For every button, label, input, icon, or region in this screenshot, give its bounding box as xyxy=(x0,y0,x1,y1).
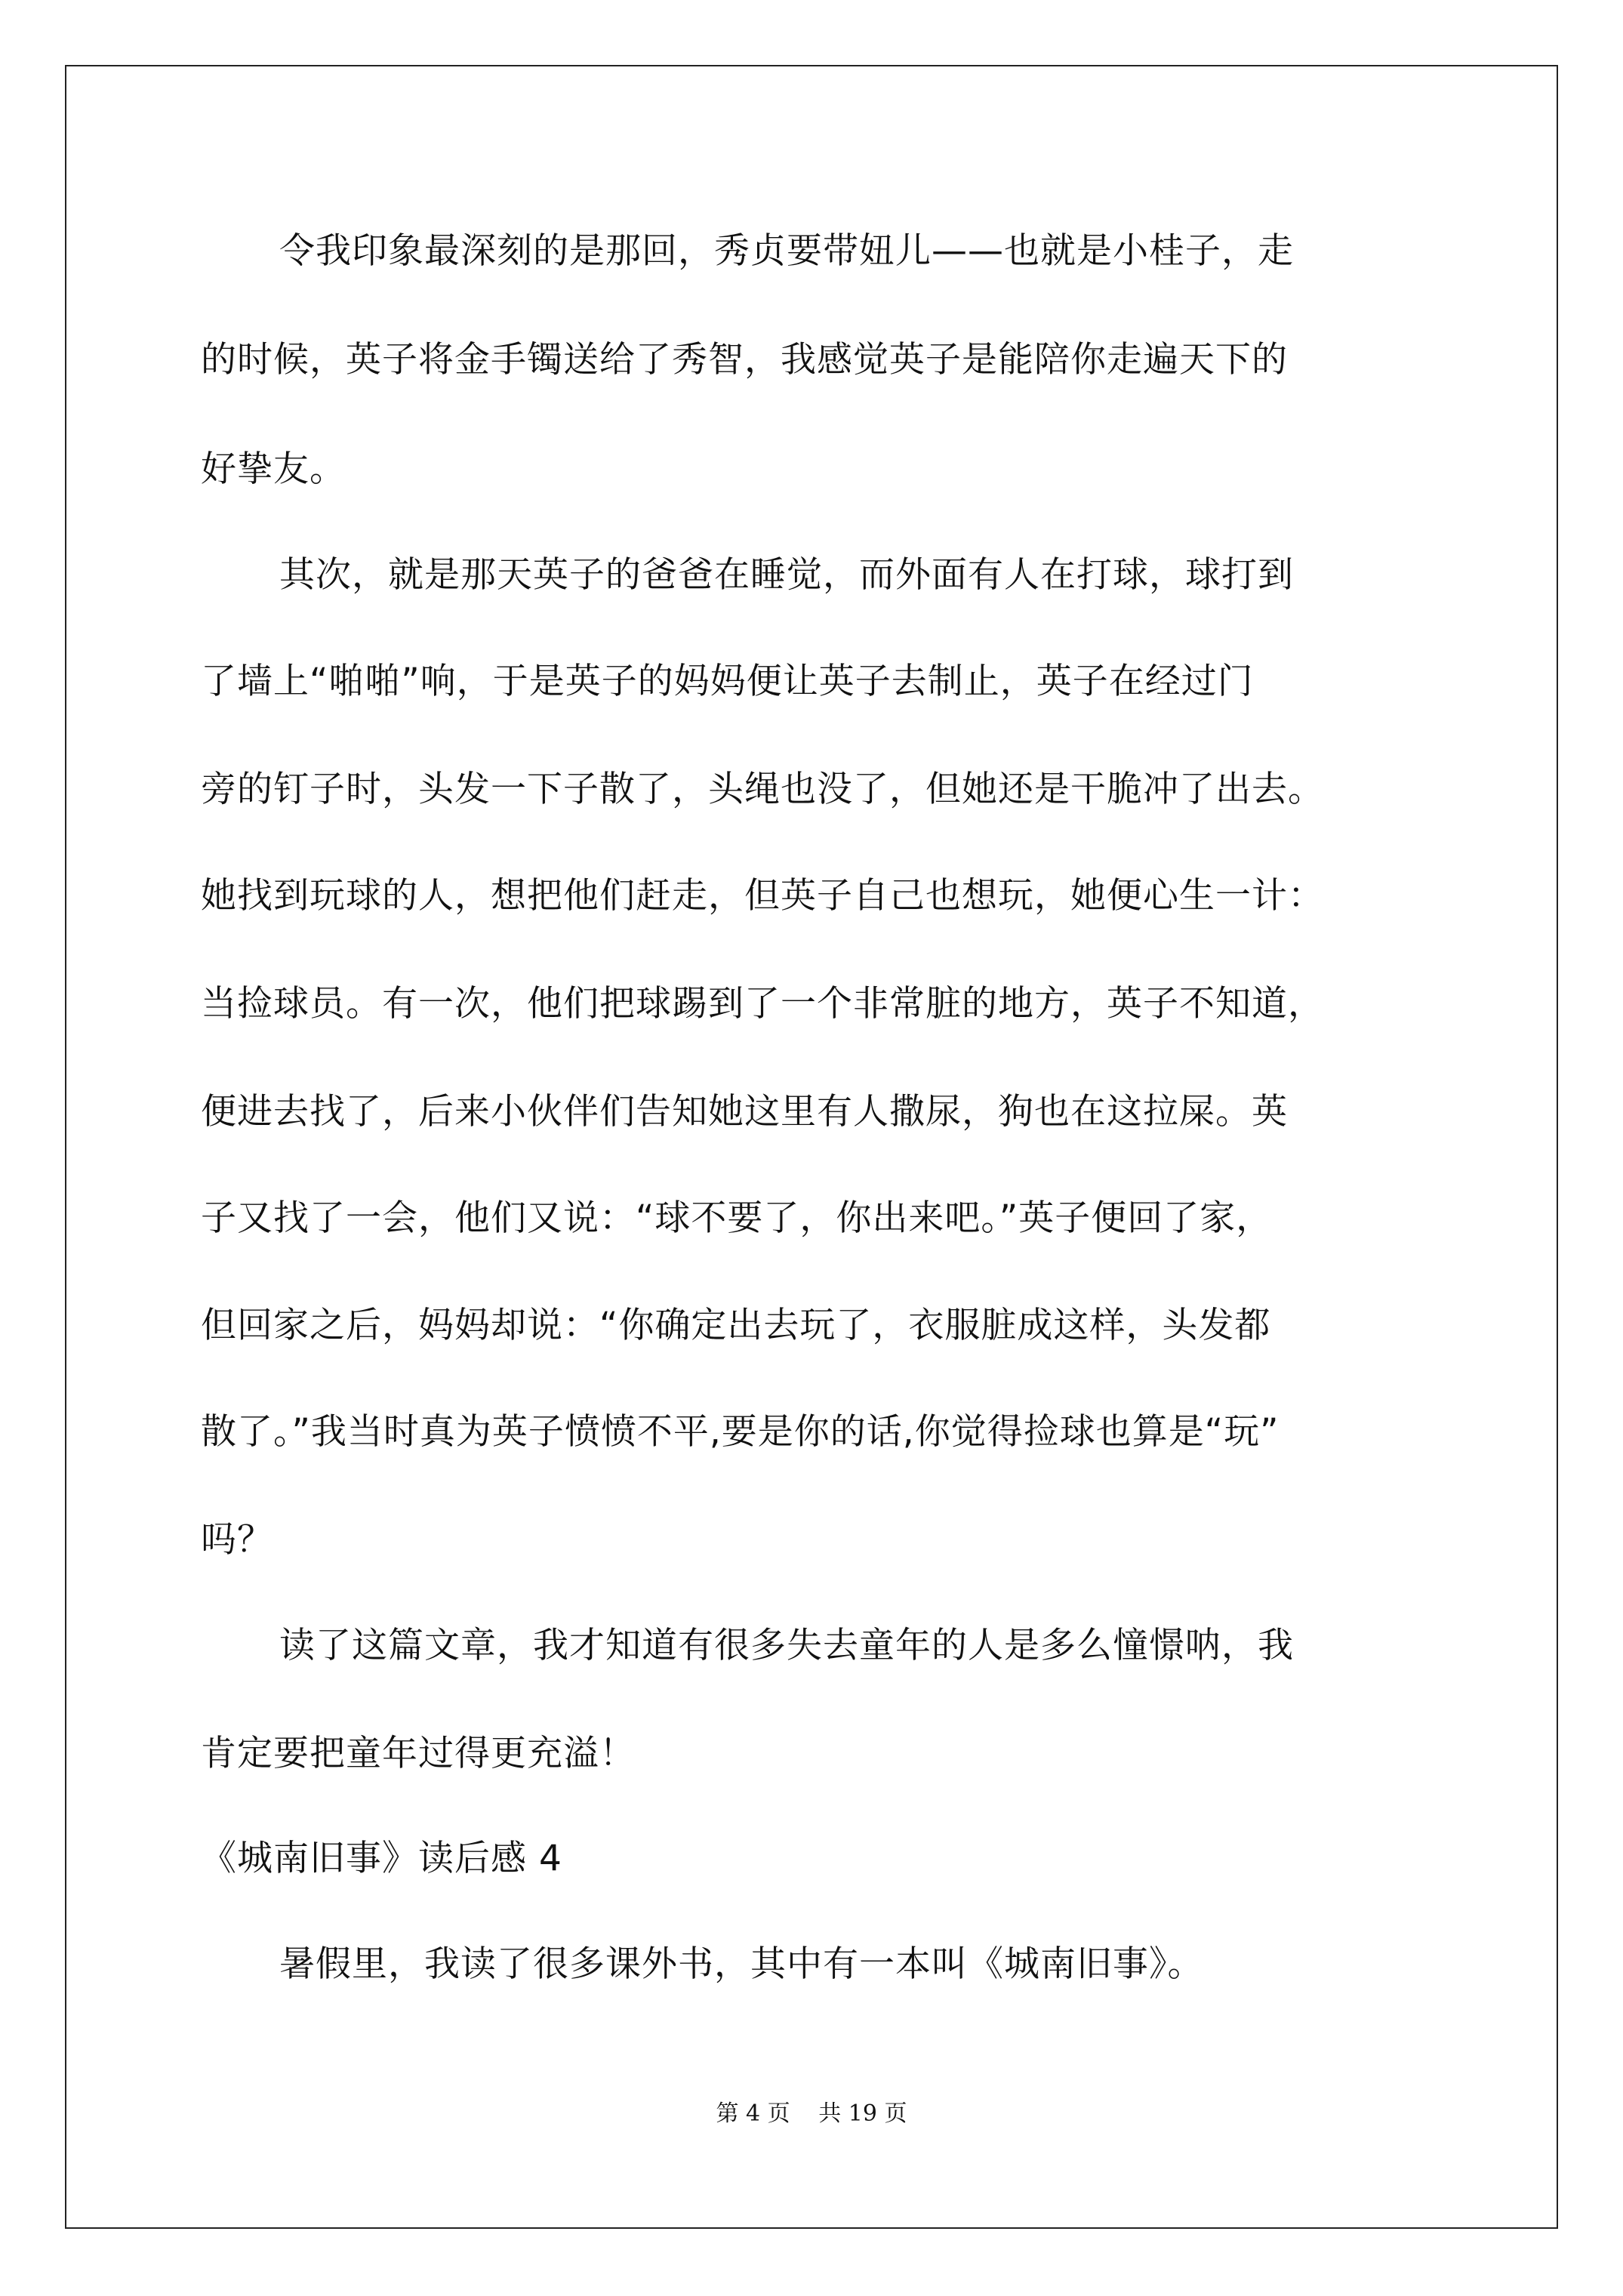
text-line: 令我印象最深刻的是那回，秀贞要带妞儿——也就是小桂子，走 xyxy=(279,230,1294,272)
text-line: 当捡球员。有一次，他们把球踢到了一个非常脏的地方，英子不知道， xyxy=(201,983,1324,1025)
text-line: 她找到玩球的人，想把他们赶走，但英子自己也想玩，她便心生一计： xyxy=(201,875,1324,917)
page-border xyxy=(65,65,1558,2229)
text-line: 好挚友。 xyxy=(201,448,346,490)
text-line: 了墙上“啪啪”响，于是英子的妈妈便让英子去制止，英子在经过门 xyxy=(201,661,1254,702)
text-line: 吗？ xyxy=(201,1519,273,1561)
text-line: 的时候，英子将金手镯送给了秀智，我感觉英子是能陪你走遍天下的 xyxy=(201,339,1288,381)
page-footer xyxy=(0,2099,1623,2129)
text-line: 肯定要把童年过得更充溢！ xyxy=(201,1733,636,1774)
text-line: 子又找了一会，他们又说：“球不要了，你出来吧。”英子便回了家， xyxy=(201,1197,1273,1239)
text-line: 但回家之后，妈妈却说：“你确定出去玩了，衣服脏成这样，头发都 xyxy=(201,1305,1271,1346)
text-line: 便进去找了，后来小伙伴们告知她这里有人撒尿，狗也在这拉屎。英 xyxy=(201,1091,1288,1133)
page-number: 第 4 页 xyxy=(716,2100,790,2127)
page-total: 共 19 页 xyxy=(818,2100,907,2127)
text-line: 其次，就是那天英子的爸爸在睡觉，而外面有人在打球，球打到 xyxy=(279,554,1294,596)
text-line: 读了这篇文章，我才知道有很多失去童年的人是多么憧憬呐，我 xyxy=(279,1625,1294,1666)
text-line: 旁的钉子时，头发一下子散了，头绳也没了，但她还是干脆冲了出去。 xyxy=(201,769,1324,810)
text-line: 散了。”我当时真为英子愤愤不平,要是你的话,你觉得捡球也算是“玩” xyxy=(201,1411,1280,1453)
section-heading: 《城南旧事》读后感 4 xyxy=(201,1838,562,1879)
text-line: 暑假里，我读了很多课外书，其中有一本叫《城南旧事》。 xyxy=(279,1943,1204,1985)
